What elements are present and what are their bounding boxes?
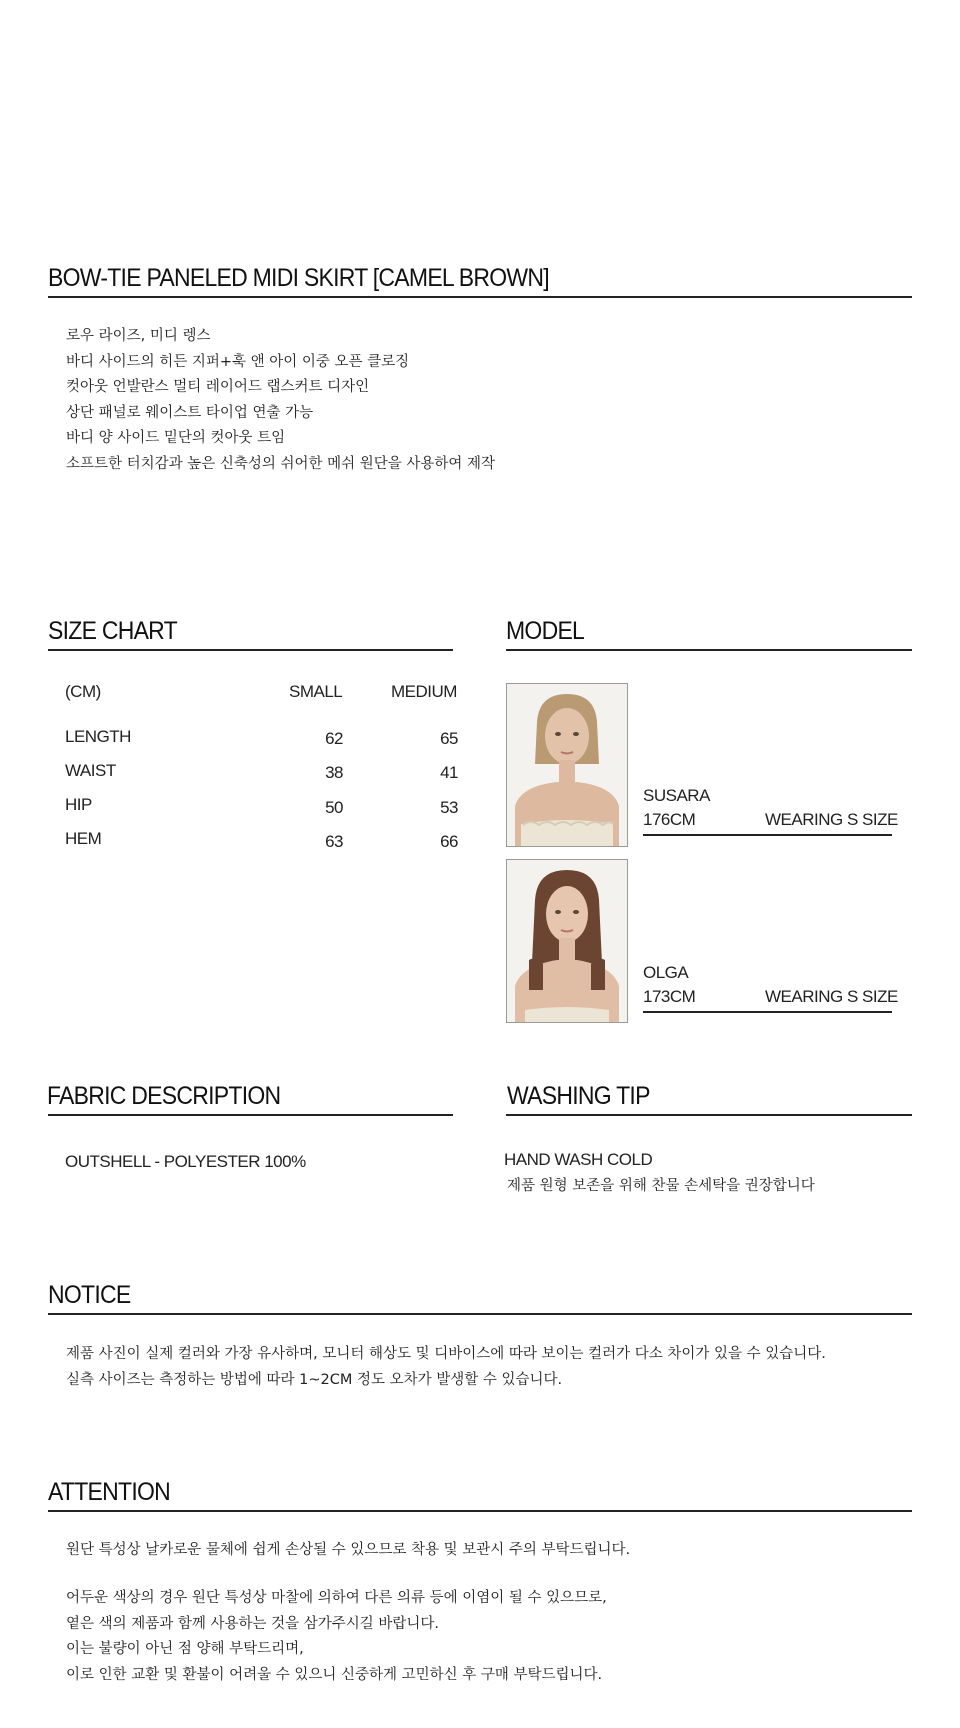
notice-line: 제품 사진이 실제 컬러와 가장 유사하며, 모니터 해상도 및 디바이스에 따라 보이는 컬러가 다소 차이가 있을 수 있습니다. (66, 1346, 826, 1362)
model-divider (506, 649, 912, 651)
model-height-olga: 173CM (643, 987, 696, 1006)
feature-item: 컷아웃 언발란스 멀티 레이어드 랩스커트 디자인 (66, 379, 370, 395)
washing-text-ko: 제품 원형 보존을 위해 찬물 손세탁을 권장합니다 (507, 1178, 815, 1194)
row-label-hip: HIP (65, 795, 92, 814)
unit-label: (CM) (65, 682, 101, 701)
model-wearing-susara: WEARING S SIZE (765, 810, 898, 829)
cell-waist-medium: 41 (440, 763, 458, 782)
model-height-susara: 176CM (643, 810, 696, 829)
attention-divider (48, 1510, 912, 1512)
model-olga-divider (643, 1011, 892, 1013)
cell-waist-small: 38 (325, 763, 343, 782)
notice-list (66, 1342, 826, 1393)
notice-divider (48, 1313, 912, 1315)
attention-line: 어두운 색상의 경우 원단 특성상 마찰에 의하여 다른 의류 등에 이염이 될 수 있으므로, (66, 1590, 607, 1606)
feature-list (66, 324, 495, 477)
model-wearing-olga: WEARING S SIZE (765, 987, 898, 1006)
attention-line: 원단 특성상 날카로운 물체에 쉽게 손상될 수 있으므로 착용 및 보관시 주의 부탁드립니다. (66, 1542, 631, 1558)
feature-item: 로우 라이즈, 미디 렝스 (66, 328, 211, 344)
cell-hip-small: 50 (325, 798, 343, 817)
cell-length-small: 62 (325, 729, 343, 748)
washing-divider (506, 1114, 912, 1116)
row-label-hem: HEM (65, 829, 102, 848)
column-header-medium: MEDIUM (391, 682, 457, 701)
fabric-divider (48, 1114, 453, 1116)
model-photo-olga (506, 859, 628, 1023)
cell-length-medium: 65 (440, 729, 458, 748)
column-header-small: SMALL (289, 682, 343, 701)
fabric-heading: FABRIC DESCRIPTION (47, 1082, 281, 1110)
row-label-waist: WAIST (65, 761, 116, 780)
model-heading: MODEL (506, 617, 585, 645)
model-name-susara: SUSARA (643, 786, 710, 805)
attention-line: 이는 불량이 아닌 점 양해 부탁드리며, (66, 1641, 304, 1657)
size-chart-heading: SIZE CHART (48, 617, 177, 645)
product-title: BOW-TIE PANELED MIDI SKIRT [CAMEL BROWN] (48, 264, 549, 292)
feature-item: 상단 패널로 웨이스트 타이업 연출 가능 (66, 404, 314, 421)
feature-item: 바디 사이드의 히든 지퍼+훅 앤 아이 이중 오픈 클로징 (66, 353, 410, 370)
model-photo-susara (506, 683, 628, 847)
attention-line: 이로 인한 교환 및 환불이 어려울 수 있으니 신중하게 고민하신 후 구매 부탁드립니다. (66, 1666, 603, 1683)
washing-text-en: HAND WASH COLD (504, 1150, 653, 1169)
size-chart-divider (48, 649, 453, 651)
attention-heading: ATTENTION (48, 1478, 171, 1506)
feature-item: 바디 양 사이드 밑단의 컷아웃 트임 (66, 430, 286, 446)
fabric-text: OUTSHELL - POLYESTER 100% (65, 1152, 306, 1171)
attention-list (66, 1586, 607, 1688)
notice-heading: NOTICE (48, 1281, 131, 1309)
washing-heading: WASHING TIP (507, 1082, 650, 1110)
attention-line: 옅은 색의 제품과 함께 사용하는 것을 삼가주시길 바랍니다. (66, 1615, 440, 1632)
model-susara-divider (643, 834, 892, 836)
feature-item: 소프트한 터치감과 높은 신축성의 쉬어한 메쉬 원단을 사용하여 제작 (66, 455, 496, 472)
title-divider (48, 296, 912, 298)
row-label-length: LENGTH (65, 727, 131, 746)
cell-hip-medium: 53 (440, 798, 458, 817)
notice-line: 실측 사이즈는 측정하는 방법에 따라 1~2CM 정도 오차가 발생할 수 있습니다. (66, 1371, 563, 1388)
cell-hem-small: 63 (325, 832, 343, 851)
cell-hem-medium: 66 (440, 832, 458, 851)
model-name-olga: OLGA (643, 963, 689, 982)
